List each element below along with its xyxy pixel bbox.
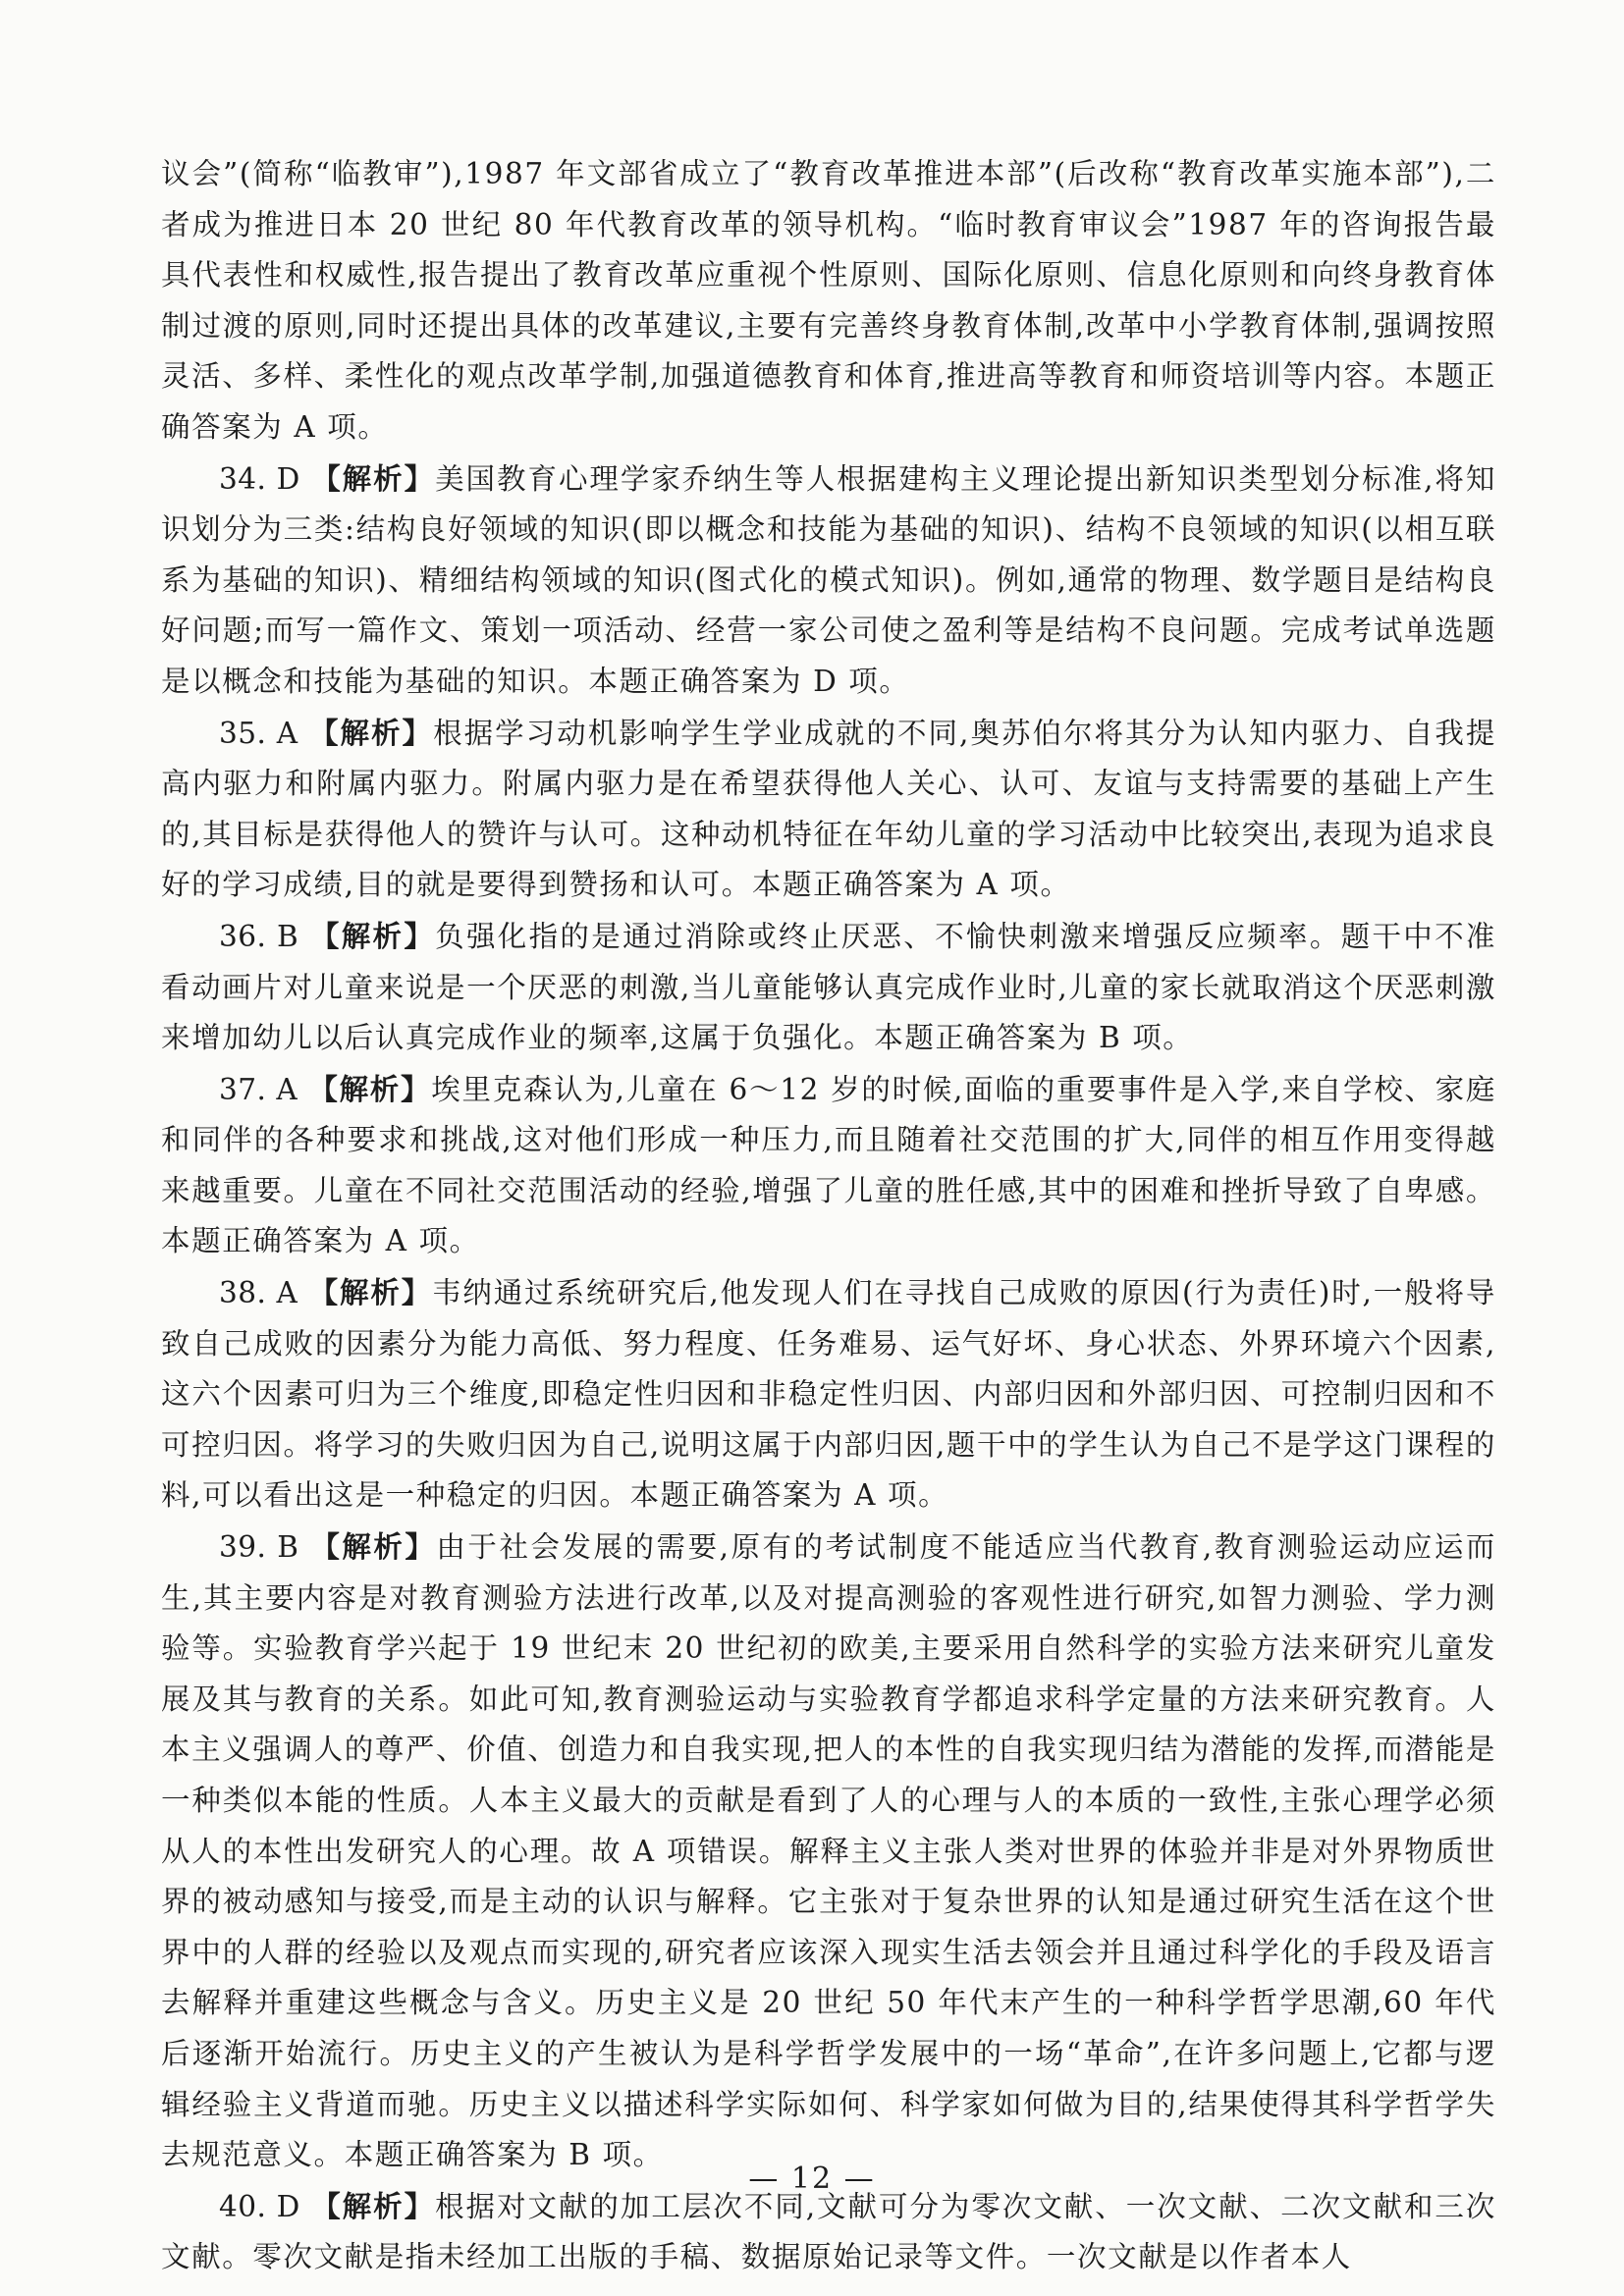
answer-text: 美国教育心理学家乔纳生等人根据建构主义理论提出新知识类型划分标准,将知识划分为三类:结构良好领域的知识(即以概念和技能为基础的知识)、结构不良领域的知识(以相互联系为基础的知识)、精细结构领域的知识(图式化的模式知识)。例如,通常的物理、数学题目是结构良好问题;而写一篇作文、策划一项活动、经营一家公司使之盈利等是结构不良问题。完成考试单选题是以概念和技能为基础的知识。本题正确答案为 D 项。 — [161, 461, 1497, 698]
analysis-tag: 【解析】 — [308, 715, 434, 750]
answer-text: 由于社会发展的需要,原有的考试制度不能适应当代教育,教育测验运动应运而生,其主要内容是对教育测验方法进行改革,以及对提高测验的客观性进行研究,如智力测验、学力测验等。实验教育学兴起于 19 世纪末 20 世纪初的欧美,主要采用自然科学的实验方法来研究儿童发展及其与教育的关系。如此可知,教育测验运动与实验教育学都追求科学定量的方法来研究教育。人本主义强调人的尊严、价值、创造力和自我实现,把人的本性的自我实现归结为潜能的发挥,而潜能是一种类似本能的性质。人本主义最大的贡献是看到了人的心理与人的本质的一致性,主张心理学必须从人的本性出发研究人的心理。故 A 项错误。解释主义主张人类对世界的体验并非是对外界物质世界的被动感知与接受,而是主动的认识与解释。它主张对于复杂世界的认知是通过研究生活在这个世界中的人群的经验以及观点而实现的,研究者应该深入现实生活去领会并且通过科学化的手段及语言去解释并重建这些概念与含义。历史主义是 20 世纪 50 年代末产生的一种科学哲学思潮,60 年代后逐渐开始流行。历史主义的产生被认为是科学哲学发展中的一场“革命”,在许多问题上,它都与逻辑经验主义背道而驰。历史主义以描述科学实际如何、科学家如何做为目的,结果使得其科学哲学失去规范意义。本题正确答案为 B 项。 — [161, 1530, 1496, 2172]
answer-number: 39. B — [219, 1530, 299, 1565]
intro-paragraph: 议会”(简称“临教审”),1987 年文部省成立了“教育改革推进本部”(后改称“教育改革实施本部”),二者成为推进日本 20 世纪 80 年代教育改革的领导机构。“临时教育审议会”1987 年的咨询报告最具代表性和权威性,报告提出了教育改革应重视个性原则、国际化原则、信息化原则和向终身教育体制过渡的原则,同时还提出具体的改革建议,主要有完善终身教育体制,改革中小学教育体制,强调按照灵活、多样、柔性化的观点改革学制,加强道德教育和体育,推进高等教育和师资培训等内容。本题正确答案为 A 项。 — [161, 157, 1496, 444]
page-number: — 12 — — [748, 2162, 876, 2196]
answer-number: 40. D — [219, 2189, 300, 2223]
answer-36 — [161, 911, 1496, 1064]
answer-40 — [161, 2181, 1496, 2283]
answer-37 — [161, 1064, 1496, 1267]
answer-number: 35. A — [219, 716, 298, 750]
answer-39 — [161, 1522, 1496, 2181]
answer-number: 34. D — [219, 461, 300, 496]
analysis-tag: 【解析】 — [309, 918, 436, 953]
answer-35 — [161, 708, 1496, 911]
answer-explanations — [161, 149, 1496, 2283]
answer-number: 38. A — [219, 1276, 298, 1310]
answer-number: 37. A — [219, 1072, 298, 1106]
analysis-tag: 【解析】 — [308, 1071, 432, 1106]
analysis-tag: 【解析】 — [311, 2188, 436, 2223]
analysis-tag: 【解析】 — [308, 1275, 433, 1310]
answer-text: 韦纳通过系统研究后,他发现人们在寻找自己成败的原因(行为责任)时,一般将导致自己成败的因素分为能力高低、努力程度、任务难易、运气好坏、身心状态、外界环境六个因素,这六个因素可归为三个维度,即稳定性归因和非稳定性归因、内部归因和外部归因、可控制归因和不可控归因。将学习的失败归因为自己,说明这属于内部归因,题干中的学生认为自己不是学这门课程的料,可以看出这是一种稳定的归因。本题正确答案为 A 项。 — [161, 1276, 1496, 1513]
answer-text: 埃里克森认为,儿童在 6～12 岁的时候,面临的重要事件是入学,来自学校、家庭和同伴的各种要求和挑战,这对他们形成一种压力,而且随着社交范围的扩大,同伴的相互作用变得越来越重要。儿童在不同社交范围活动的经验,增强了儿童的胜任感,其中的困难和挫折导致了自卑感。本题正确答案为 A 项。 — [161, 1072, 1496, 1258]
answer-text: 根据学习动机影响学生学业成就的不同,奥苏伯尔将其分为认知内驱力、自我提高内驱力和附属内驱力。附属内驱力是在希望获得他人关心、认可、友谊与支持需要的基础上产生的,其目标是获得他人的赞许与认可。这种动机特征在年幼儿童的学习活动中比较突出,表现为追求良好的学习成绩,目的就是要得到赞扬和认可。本题正确答案为 A 项。 — [161, 716, 1496, 902]
answer-34 — [161, 454, 1496, 708]
answer-number: 36. B — [219, 919, 299, 953]
answer-text: 根据对文献的加工层次不同,文献可分为零次文献、一次文献、二次文献和三次文献。零次文献是指未经加工出版的手稿、数据原始记录等文件。一次文献是以作者本人 — [161, 2189, 1497, 2274]
answer-38 — [161, 1267, 1496, 1522]
analysis-tag: 【解析】 — [311, 460, 436, 496]
analysis-tag: 【解析】 — [310, 1529, 437, 1565]
answer-text: 负强化指的是通过消除或终止厌恶、不愉快刺激来增强反应频率。题干中不准看动画片对儿童来说是一个厌恶的刺激,当儿童能够认真完成作业时,儿童的家长就取消这个厌恶刺激来增加幼儿以后认真完成作业的频率,这属于负强化。本题正确答案为 B 项。 — [161, 919, 1496, 1055]
